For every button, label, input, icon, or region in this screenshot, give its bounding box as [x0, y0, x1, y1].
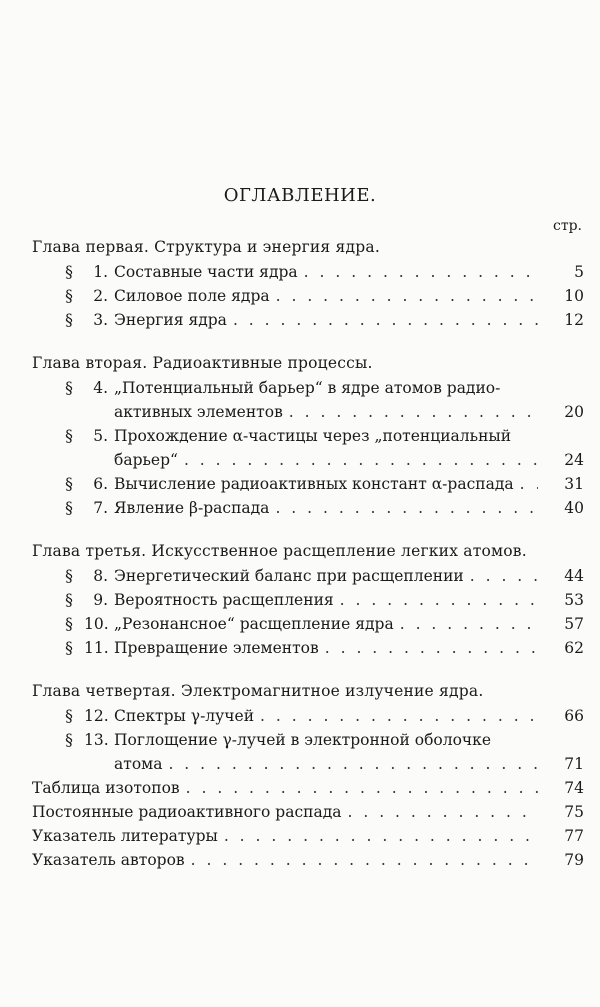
appendix-title: Таблица изотопов [32, 779, 180, 797]
section-number: 7. [93, 499, 108, 517]
toc-entry-section-9[interactable] [32, 588, 584, 612]
toc-entry-section-4-line2[interactable] [32, 400, 584, 424]
section-number: 3. [93, 311, 108, 329]
page-number: 79 [564, 851, 584, 869]
chapter-3-title: Глава третья. Искусственное расщепление легких атомов. [32, 542, 527, 560]
page-number: 5 [574, 263, 584, 281]
page-number: 24 [564, 451, 584, 469]
section-title-line2: активных элементов [114, 403, 283, 421]
section-number: 1. [93, 263, 108, 281]
section-sign: § [65, 263, 73, 281]
page-number: 77 [564, 827, 584, 845]
section-title-line1: Прохождение α-частицы через „потенциальный [114, 427, 512, 445]
toc-entry-section-8[interactable] [32, 564, 584, 588]
section-title: „Резонансное“ расщепление ядра [114, 615, 394, 633]
dot-leader [348, 800, 539, 824]
section-title: Энергетический баланс при расщеплении [114, 567, 464, 585]
page-column-label: стр. [553, 218, 582, 234]
page-title: ОГЛАВЛЕНИЕ. [223, 185, 377, 206]
section-number: 12. [84, 707, 109, 725]
page-number: 57 [564, 615, 584, 633]
toc-entry-section-5-line1[interactable] [32, 424, 584, 448]
section-title: Превращение элементов [114, 639, 319, 657]
section-title: Вычисление радиоактивных констант α-распада [114, 475, 514, 493]
section-sign: § [65, 427, 73, 445]
toc-entry-section-12[interactable] [32, 704, 584, 728]
section-sign: § [65, 499, 73, 517]
appendix-title: Постоянные радиоактивного распада [32, 803, 342, 821]
section-number: 10. [84, 615, 109, 633]
page-number: 20 [564, 403, 584, 421]
section-title: Силовое поле ядра [114, 287, 270, 305]
toc-entry-section-3[interactable] [32, 308, 584, 332]
section-title: Явление β-распада [114, 499, 270, 517]
dot-leader [184, 448, 538, 472]
page-number: 66 [564, 707, 584, 725]
page-number: 44 [564, 567, 584, 585]
dot-leader [276, 284, 538, 308]
appendix-title: Указатель литературы [32, 827, 218, 845]
dot-leader [186, 776, 538, 800]
page-number: 62 [564, 639, 584, 657]
section-number: 2. [93, 287, 108, 305]
section-title-line2: атома [114, 755, 163, 773]
dot-leader [304, 260, 538, 284]
section-number: 11. [84, 639, 109, 657]
page-number: 10 [564, 287, 584, 305]
toc-entry-section-2[interactable] [32, 284, 584, 308]
section-sign: § [65, 639, 73, 657]
dot-leader [233, 308, 538, 332]
dot-leader [340, 588, 538, 612]
table-of-contents [32, 234, 584, 872]
dot-leader [520, 472, 538, 496]
appendix-title: Указатель авторов [32, 851, 185, 869]
page-number: 75 [564, 803, 584, 821]
toc-entry-bibliography[interactable] [32, 824, 584, 848]
section-sign: § [65, 731, 73, 749]
toc-entry-section-13-line2[interactable] [32, 752, 584, 776]
toc-entry-section-10[interactable] [32, 612, 584, 636]
section-sign: § [65, 707, 73, 725]
section-number: 6. [93, 475, 108, 493]
page-number: 40 [564, 499, 584, 517]
page-number: 12 [564, 311, 584, 329]
section-sign: § [65, 287, 73, 305]
section-title-line2: барьер“ [114, 451, 178, 469]
page-number: 31 [564, 475, 584, 493]
page-number: 53 [564, 591, 584, 609]
section-title: Вероятность расщепления [114, 591, 334, 609]
section-sign: § [65, 591, 73, 609]
toc-entry-author-index[interactable] [32, 848, 584, 872]
dot-leader [275, 496, 538, 520]
toc-entry-isotope-table[interactable] [32, 776, 584, 800]
section-title: Спектры γ-лучей [114, 707, 255, 725]
chapter-1-title: Глава первая. Структура и энергия ядра. [32, 238, 380, 256]
page-number: 74 [564, 779, 584, 797]
section-number: 13. [84, 731, 109, 749]
toc-entry-decay-constants[interactable] [32, 800, 584, 824]
dot-leader [260, 704, 538, 728]
dot-leader [470, 564, 538, 588]
toc-entry-section-4-line1[interactable] [32, 376, 584, 400]
page-number: 71 [564, 755, 584, 773]
section-title-line1: Поглощение γ-лучей в электронной оболочке [114, 731, 492, 749]
section-number: 5. [93, 427, 108, 445]
section-number: 9. [93, 591, 108, 609]
section-title: Энергия ядра [114, 311, 227, 329]
dot-leader [191, 848, 538, 872]
section-number: 8. [93, 567, 108, 585]
section-sign: § [65, 567, 73, 585]
toc-entry-section-1[interactable] [32, 260, 584, 284]
section-sign: § [65, 615, 73, 633]
toc-entry-section-11[interactable] [32, 636, 584, 660]
dot-leader [224, 824, 538, 848]
chapter-2-title: Глава вторая. Радиоактивные процессы. [32, 354, 373, 372]
toc-entry-section-6[interactable] [32, 472, 584, 496]
chapter-4-title: Глава четвертая. Электромагнитное излучение ядра. [32, 682, 484, 700]
section-sign: § [65, 475, 73, 493]
section-number: 4. [93, 379, 108, 397]
dot-leader [400, 612, 538, 636]
toc-entry-section-7[interactable] [32, 496, 584, 520]
dot-leader [325, 636, 538, 660]
section-sign: § [65, 379, 73, 397]
section-sign: § [65, 311, 73, 329]
toc-entry-section-13-line1[interactable] [32, 728, 584, 752]
section-title: Составные части ядра [114, 263, 298, 281]
section-title-line1: „Потенциальный барьер“ в ядре атомов радио- [114, 379, 501, 397]
toc-entry-section-5-line2[interactable] [32, 448, 584, 472]
dot-leader [289, 400, 538, 424]
dot-leader [168, 752, 538, 776]
